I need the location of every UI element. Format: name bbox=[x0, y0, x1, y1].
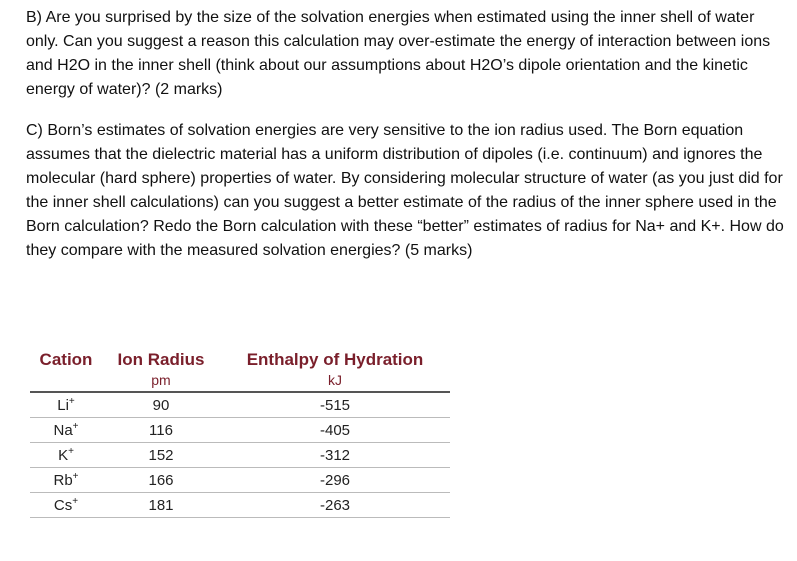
hydration-table-container bbox=[30, 345, 450, 518]
cation-cell bbox=[30, 468, 102, 493]
cation-symbol: Na bbox=[53, 421, 73, 439]
table-row bbox=[30, 392, 450, 418]
table-row bbox=[30, 418, 450, 443]
cation-cell bbox=[30, 443, 102, 468]
cation-charge: + bbox=[68, 395, 75, 407]
question-b-text: B) Are you surprised by the size of the solvation energies when estimated using the inner shell of water only. Can you suggest a reason this calculation may over-estimate the energy of interaction between ions and H2O in the inner shell (think about our assumptions about H2O’s dipole orientation and the kinetic energy of water)? (2 marks) bbox=[26, 9, 771, 98]
radius-cell: 90 bbox=[102, 392, 220, 418]
cation-cell bbox=[30, 418, 102, 443]
cation-charge: + bbox=[72, 470, 79, 482]
unit-radius: pm bbox=[102, 371, 220, 392]
radius-cell: 152 bbox=[102, 443, 220, 468]
cation-charge: + bbox=[72, 420, 79, 432]
unit-cation bbox=[30, 371, 102, 392]
radius-cell: 166 bbox=[102, 468, 220, 493]
table-row bbox=[30, 468, 450, 493]
unit-enthalpy: kJ bbox=[220, 371, 450, 392]
table-header-row bbox=[30, 345, 450, 371]
header-ion-radius: Ion Radius bbox=[117, 350, 205, 369]
radius-cell: 181 bbox=[102, 493, 220, 518]
header-cation: Cation bbox=[39, 350, 93, 369]
table-row bbox=[30, 493, 450, 518]
enthalpy-cell: -405 bbox=[220, 418, 450, 443]
enthalpy-cell: -296 bbox=[220, 468, 450, 493]
cation-symbol: Cs bbox=[53, 496, 73, 514]
enthalpy-cell: -515 bbox=[220, 392, 450, 418]
enthalpy-cell: -263 bbox=[220, 493, 450, 518]
cation-symbol: Rb bbox=[53, 471, 73, 489]
radius-cell: 116 bbox=[102, 418, 220, 443]
cation-symbol: K bbox=[58, 446, 69, 464]
cation-cell bbox=[30, 392, 102, 418]
question-c-text: C) Born’s estimates of solvation energies are very sensitive to the ion radius used. The Born equation assumes that the dielectric material has a uniform distribution of dipoles (i.e. continuum) and ignores the molecular (hard sphere) properties of water. By considering molecular structure of water (as you just did for the inner shell calculations) can you suggest a better estimate of the radius of the inner sphere used in the Born calculation? Redo the Born calculation with these “better” estimates of radius for Na+ and K+. How do they compare with the measured solvation energies? (5 marks) bbox=[26, 122, 784, 259]
cation-charge: + bbox=[68, 445, 74, 457]
cation-charge: + bbox=[72, 495, 79, 507]
cation-cell bbox=[30, 493, 102, 518]
hydration-table bbox=[30, 345, 450, 518]
header-enthalpy: Enthalpy of Hydration bbox=[246, 350, 424, 369]
cation-symbol: Li bbox=[57, 396, 69, 414]
table-row bbox=[30, 443, 450, 468]
table-units-row bbox=[30, 371, 450, 392]
enthalpy-cell: -312 bbox=[220, 443, 450, 468]
